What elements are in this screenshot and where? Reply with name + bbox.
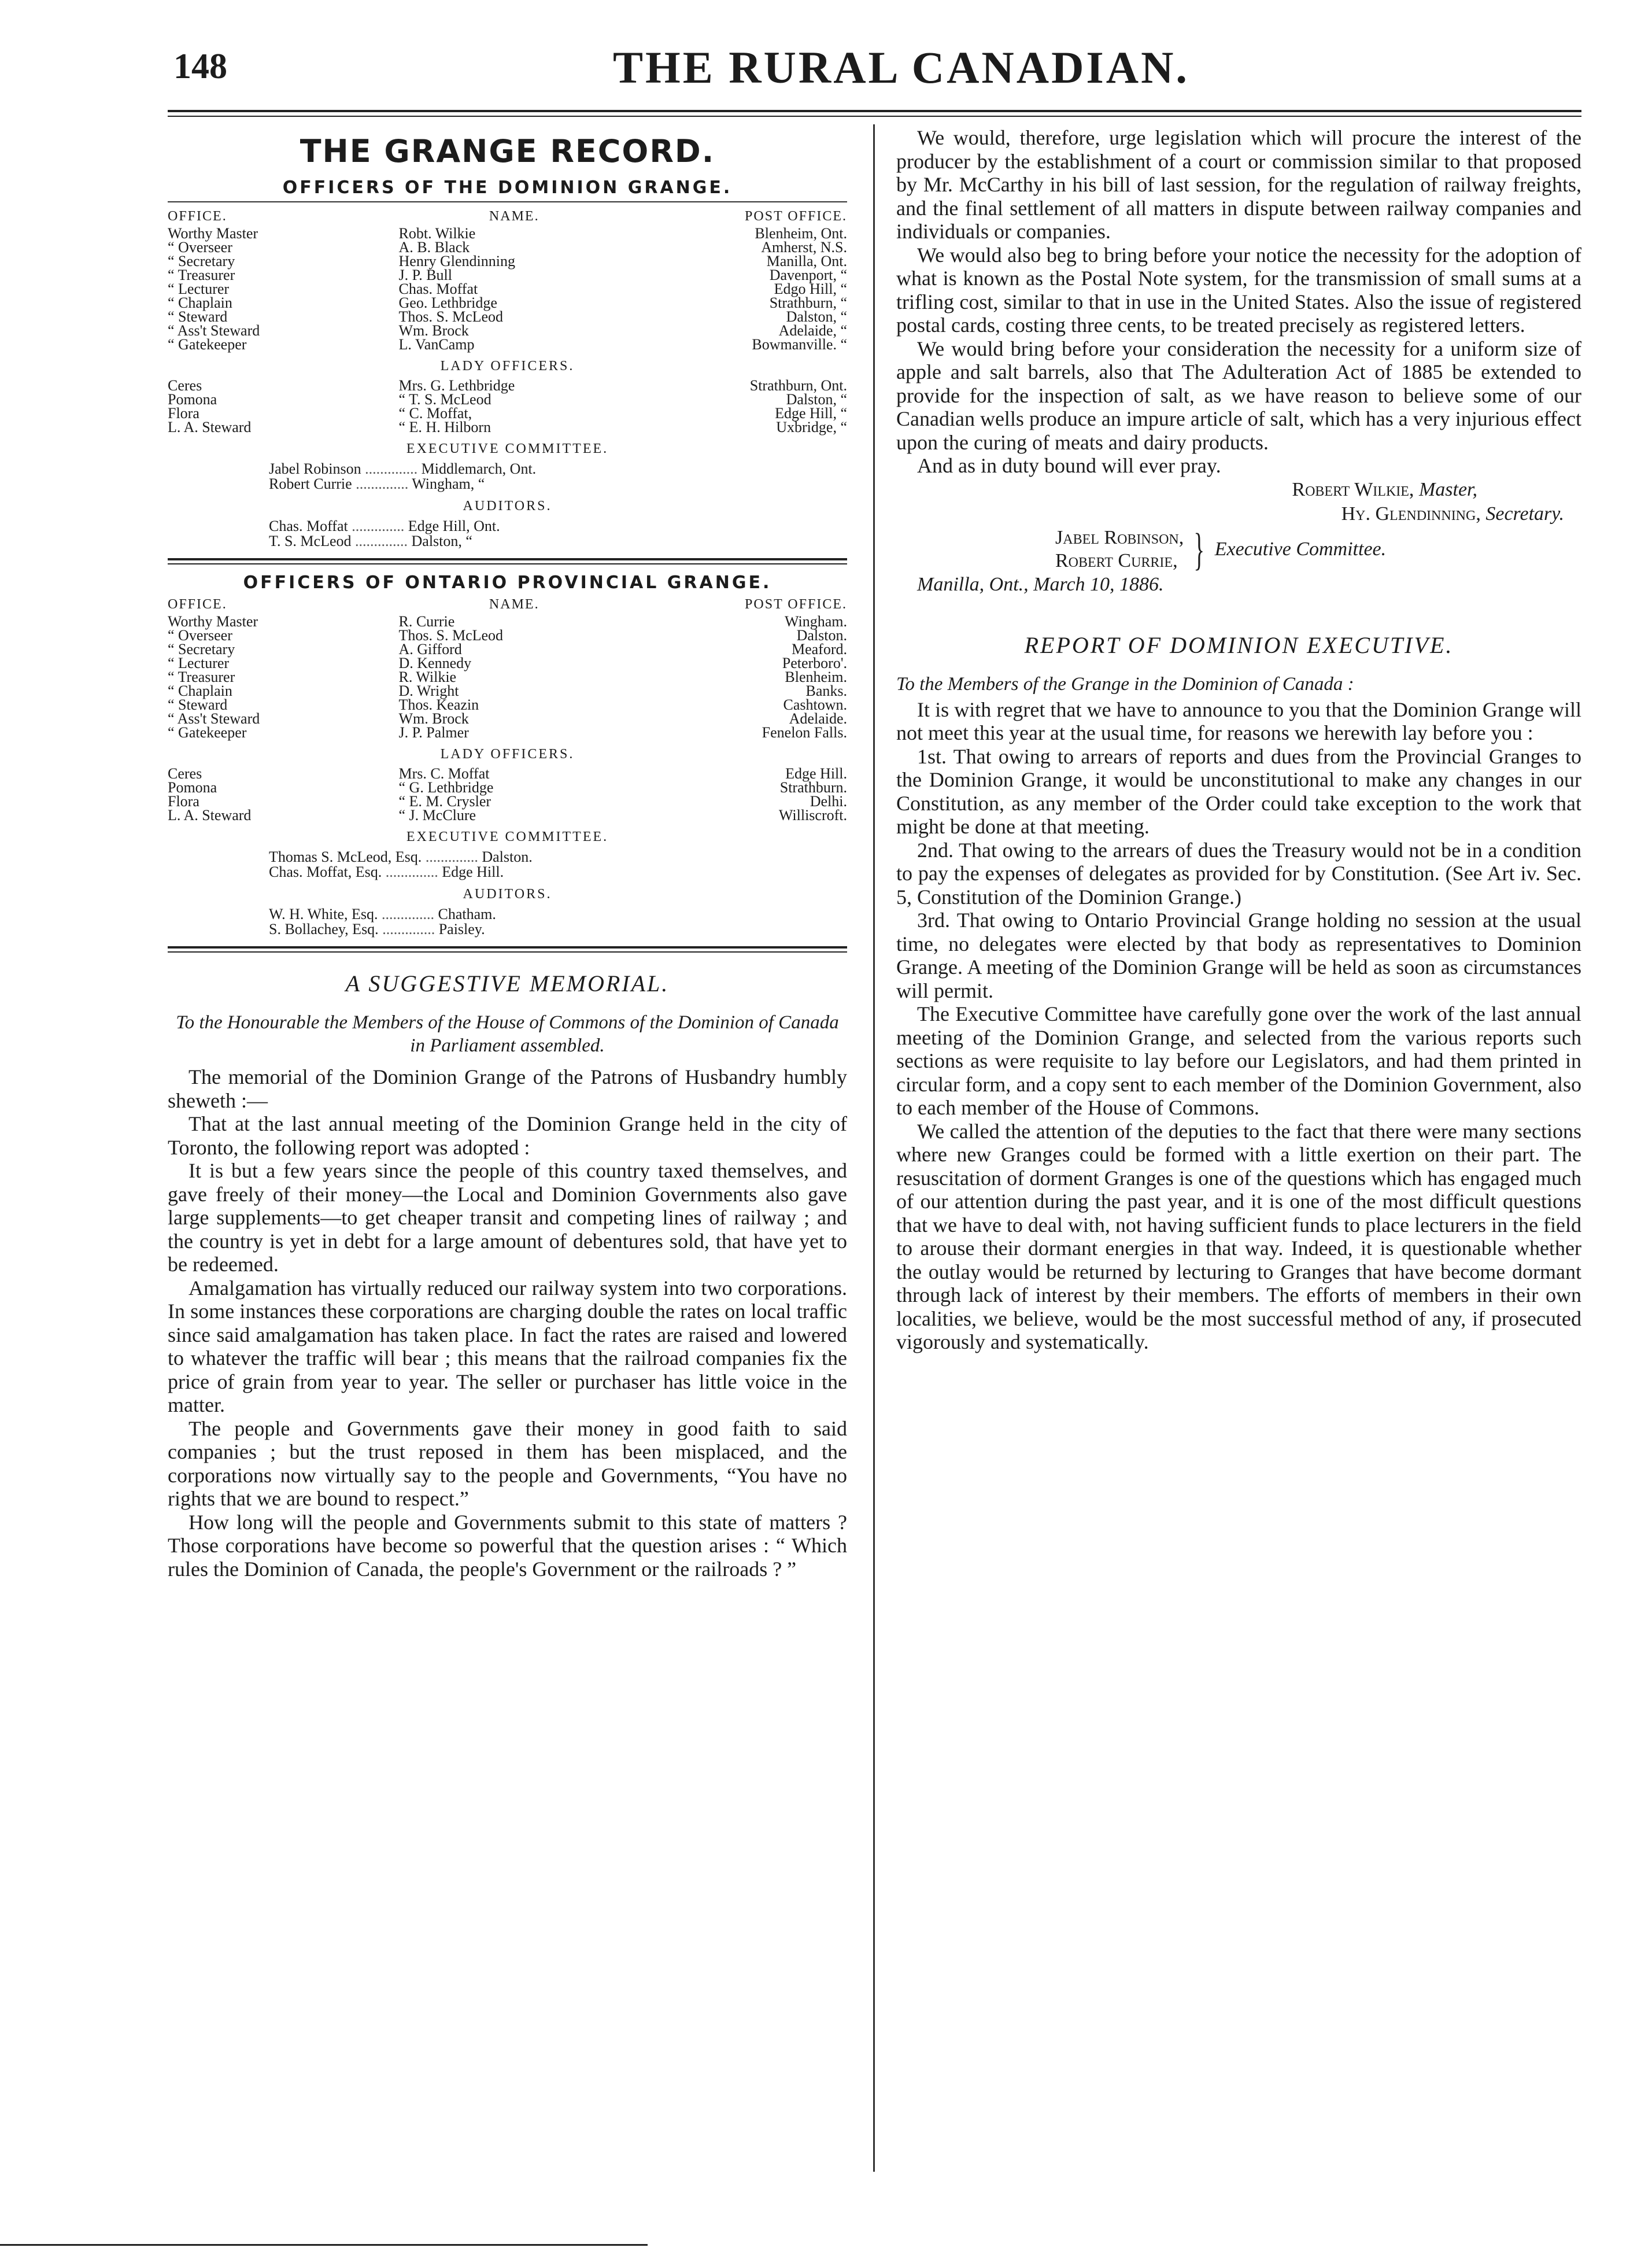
ontario-auditors-list	[168, 907, 847, 937]
report-address: To the Members of the Grange in the Dominion of Canada :	[896, 673, 1354, 695]
officer-office: “ Overseer	[168, 239, 232, 256]
signer-name: Hy. Glendinning,	[1341, 503, 1481, 525]
officer-office: “ Chaplain	[168, 682, 232, 699]
leader-dots: ..............	[422, 848, 482, 865]
ontario-lady-table	[168, 767, 847, 822]
officer-office: L. A. Steward	[168, 807, 252, 824]
person-post: Chatham.	[438, 906, 496, 922]
leader-dots: ..............	[352, 475, 412, 492]
paragraph: 1st. That owing to arrears of reports and dues from the Provincial Granges to the Dominion Grange, it would be unconstitutional to make any changes in our Constitution, as any member of the Order could take exception to the work that might be done at that meeting.	[896, 744, 1581, 838]
leader-dots: ..............	[351, 533, 412, 549]
officer-office: Ceres	[168, 377, 202, 394]
officer-row	[168, 324, 847, 338]
dominion-officers-rows	[168, 227, 847, 352]
officer-row	[168, 795, 847, 809]
officer-office: “ Ass't Steward	[168, 322, 260, 339]
officer-row	[168, 629, 847, 643]
officer-name: Wm. Brock	[398, 322, 469, 339]
name-post-pair	[269, 865, 847, 880]
dominion-lady-rows	[168, 379, 847, 434]
officer-name: “ J. McClure	[398, 807, 476, 824]
report-body	[896, 698, 1581, 1354]
officer-post: Peterboro'.	[782, 655, 847, 671]
officer-name: D. Kennedy	[398, 655, 472, 671]
ontario-officers-rows	[168, 615, 847, 740]
officer-office: Pomona	[168, 391, 217, 408]
memorial-continued	[896, 126, 1581, 478]
col-post-header: POST OFFICE.	[745, 597, 847, 612]
ontario-officers-heading: OFFICERS OF ONTARIO PROVINCIAL GRANGE.	[243, 573, 772, 593]
officer-office: Ceres	[168, 765, 202, 782]
dominion-officers-heading: OFFICERS OF THE DOMINION GRANGE.	[282, 178, 733, 198]
leader-dots: ..............	[361, 460, 422, 477]
officer-row	[168, 227, 847, 241]
officer-office: “ Gatekeeper	[168, 724, 247, 741]
paragraph: We would also beg to bring before your notice the necessity for the adoption of what is known as the Postal Note system, for the transmission of small sums at a trifling cost, similar to that in use in the United States. Also the issue of registered postal cards, costing three cents, to be treated precisely as registered letters.	[896, 243, 1581, 337]
paragraph: We would bring before your consideration the necessity for a uniform size of apple and salt barrels, also that The Adulteration Act of 1885 be extended to provide for the inspection of salt, as we have reason to believe some of our Canadian wells produce an impure article of salt, which has a very injurious effect upon the curing of meats and dairy products.	[896, 337, 1581, 454]
officer-name: Wm. Brock	[398, 710, 469, 727]
officer-name: J. P. Bull	[398, 267, 452, 283]
person-post: Middlemarch, Ont.	[421, 460, 537, 477]
paragraph: We called the attention of the deputies to the fact that there were many sections where new Granges could be formed with a little exertion on their part. The resuscitation of dorment Granges is one of the questions which has engaged much of our attention during the past year, and it is one of the most difficult questions that we have to deal with, not having sufficient funds to place lecturers in the field to arouse their dormant energies in that way. Indeed, it is questionable whether the outlay would be returned by lecturing to Granges that have become dormant through lack of interest by their members. The efforts of members in their own localities, we believe, would be the most successful method of any, if prosecuted vigorously and systematically.	[896, 1119, 1581, 1353]
ontario-lady-rows	[168, 767, 847, 822]
signature-line	[896, 478, 1581, 502]
officer-office: Worthy Master	[168, 225, 258, 242]
person-name: Chas. Moffat	[269, 518, 348, 534]
officer-office: “ Lecturer	[168, 655, 230, 671]
officer-post: Meaford.	[791, 641, 847, 658]
officer-row	[168, 767, 847, 781]
officer-name: “ G. Lethbridge	[398, 779, 494, 796]
signer-role: Master,	[1418, 478, 1477, 500]
dominion-lady-table	[168, 379, 847, 434]
officer-office: “ Secretary	[168, 253, 235, 270]
name-post-pair	[269, 519, 847, 534]
officer-post: Strathburn, “	[769, 294, 847, 311]
paragraph: How long will the people and Governments submit to this state of matters ? Those corporations have become so powerful that the question arises : “ Which rules the Dominion of Canada, the people's Government or the railroads ? ”	[168, 1510, 847, 1581]
officer-office: Pomona	[168, 779, 217, 796]
paragraph: The people and Governments gave their money in good faith to said companies ; but the trust reposed in them has been misplaced, and the corporations now virtually say to the people and Governments, “You have no rights that we are bound to respect.”	[168, 1416, 847, 1510]
exec-role: Executive Committee.	[1214, 538, 1387, 560]
ontario-lady-heading: LADY OFFICERS.	[440, 747, 575, 762]
officer-row	[168, 420, 847, 434]
memorial-address: To the Honourable the Members of the House of Commons of the Dominion of Canada in Parliament assembled.	[176, 1012, 839, 1056]
officer-name: Thos. S. McLeod	[398, 627, 504, 644]
officer-office: “ Ass't Steward	[168, 710, 260, 727]
name-post-pair	[269, 907, 847, 922]
memorial-body	[168, 1065, 847, 1581]
officer-post: Wingham.	[785, 613, 847, 630]
officer-office: “ Secretary	[168, 641, 235, 658]
officer-row	[168, 379, 847, 393]
memorial-signatures	[896, 478, 1581, 526]
page-number: 148	[173, 47, 227, 86]
footer-rule	[0, 2244, 648, 2246]
person-post: Edge Hill.	[442, 863, 504, 880]
officer-post: Blenheim.	[785, 669, 847, 685]
officer-name: “ E. H. Hilborn	[398, 419, 491, 436]
leader-dots: ..............	[348, 518, 408, 534]
officer-post: Edge Hill.	[785, 765, 847, 782]
memorial-title: A SUGGESTIVE MEMORIAL.	[345, 970, 670, 997]
person-post: Dalston.	[482, 848, 533, 865]
paragraph: The Executive Committee have carefully gone over the work of the last annual meeting of the Dominion Grange, and selected from the various reports such sections as were requisite to lay before our Legislators, and had them printed in circular form, and a copy sent to each member of the Dominion Government, also to each member of the House of Commons.	[896, 1002, 1581, 1119]
col-name-header: NAME.	[489, 209, 539, 224]
name-post-pair	[269, 534, 847, 549]
person-name: Jabel Robinson	[269, 460, 361, 477]
paragraph: It is but a few years since the people of this country taxed themselves, and gave freely of their money—the Local and Dominion Governments also gave large supplements—to get cheaper transit and competing lines of railway ; and the country is yet in debt for a large amount of debentures sold, that have yet to be redeemed.	[168, 1159, 847, 1276]
officer-post: Fenelon Falls.	[762, 724, 847, 741]
col-office-header: OFFICE.	[168, 597, 227, 612]
person-post: Dalston, “	[411, 533, 472, 549]
brace-glyph: }	[1193, 523, 1205, 574]
officer-name: L. VanCamp	[398, 336, 475, 353]
officer-post: Strathburn, Ont.	[749, 377, 847, 394]
officer-post: Amherst, N.S.	[761, 239, 847, 256]
officer-row	[168, 296, 847, 310]
officer-row	[168, 407, 847, 420]
leader-dots: ..............	[382, 863, 442, 880]
ontario-exec-heading: EXECUTIVE COMMITTEE.	[406, 829, 609, 844]
officer-row	[168, 670, 847, 684]
officer-row	[168, 615, 847, 629]
person-name: S. Bollachey, Esq.	[269, 921, 379, 938]
dominion-auditors-list	[168, 519, 847, 549]
name-post-pair	[269, 922, 847, 937]
dominion-officers-table	[168, 208, 847, 352]
officer-name: R. Currie	[398, 613, 455, 630]
name-post-pair	[269, 850, 847, 865]
officer-row	[168, 656, 847, 670]
paragraph: And as in duty bound will ever pray.	[917, 454, 1221, 477]
officer-name: Thos. S. McLeod	[398, 308, 504, 325]
divider	[168, 201, 847, 202]
officer-post: Adelaide.	[789, 710, 847, 727]
officer-name: R. Wilkie	[398, 669, 457, 685]
officer-name: Mrs. C. Moffat	[398, 765, 490, 782]
person-name: Robert Currie	[269, 475, 352, 492]
officer-row	[168, 726, 847, 740]
officer-name: “ C. Moffat,	[398, 405, 472, 422]
officer-name: Thos. Keazin	[398, 696, 479, 713]
officer-row	[168, 282, 847, 296]
officer-row	[168, 268, 847, 282]
officer-row	[168, 643, 847, 656]
left-column	[168, 127, 847, 1581]
person-name: T. S. McLeod	[269, 533, 352, 549]
name-post-pair	[269, 477, 847, 492]
officer-post: Williscroft.	[778, 807, 847, 824]
exec-name: Jabel Robinson,	[1055, 526, 1184, 548]
officer-row	[168, 254, 847, 268]
officer-post: Adelaide, “	[778, 322, 847, 339]
leader-dots: ..............	[378, 921, 439, 938]
col-post-header: POST OFFICE.	[745, 209, 847, 224]
person-name: Chas. Moffat, Esq.	[269, 863, 382, 880]
officer-office: Worthy Master	[168, 613, 258, 630]
officer-row	[168, 310, 847, 324]
right-column	[896, 126, 1581, 1354]
section-divider	[168, 558, 847, 564]
paragraph: Amalgamation has virtually reduced our railway system into two corporations. In some instances these corporations are charging double the rates on local traffic since said amalgamation has taken place. In fact the rates are raised and lowered to whatever the traffic will bear ; this means that the railroad companies fix the price of grain from year to year. The seller or purchaser has little voice in the matter.	[168, 1276, 847, 1416]
executive-committee-signature	[1055, 523, 1581, 574]
header-rule-bottom	[168, 116, 1581, 117]
signer-name: Robert Wilkie,	[1292, 478, 1414, 500]
officer-post: Dalston.	[796, 627, 847, 644]
officer-office: Flora	[168, 793, 199, 810]
officer-name: “ T. S. McLeod	[398, 391, 491, 408]
officer-name: Henry Glendinning	[398, 253, 515, 270]
person-post: Paisley.	[438, 921, 485, 938]
officer-post: Uxbridge, “	[776, 419, 847, 436]
signer-role: Secretary.	[1485, 503, 1564, 525]
officer-post: Dalston, “	[786, 391, 847, 408]
officer-name: A. Gifford	[398, 641, 462, 658]
officer-row	[168, 338, 847, 352]
ontario-officers-table	[168, 596, 847, 740]
col-name-header: NAME.	[489, 597, 539, 612]
exec-name: Robert Currie,	[1055, 549, 1178, 571]
ontario-auditors-heading: AUDITORS.	[463, 887, 552, 902]
person-post: Wingham, “	[412, 475, 485, 492]
paragraph: The memorial of the Dominion Grange of the Patrons of Husbandry humbly sheweth :—	[168, 1065, 847, 1112]
dominion-exec-list	[168, 462, 847, 492]
officer-office: Flora	[168, 405, 199, 422]
officer-post: Edge Hill, “	[775, 405, 847, 422]
ontario-exec-list	[168, 850, 847, 880]
officer-post: Delhi.	[810, 793, 847, 810]
section-divider	[168, 946, 847, 953]
person-name: W. H. White, Esq.	[269, 906, 378, 922]
officer-post: Blenheim, Ont.	[755, 225, 847, 242]
officer-row	[168, 712, 847, 726]
person-name: Thomas S. McLeod, Esq.	[269, 848, 422, 865]
col-office-header: OFFICE.	[168, 209, 227, 224]
officer-post: Edgo Hill, “	[774, 281, 847, 297]
officer-office: “ Treasurer	[168, 267, 235, 283]
officer-office: “ Steward	[168, 696, 228, 713]
name-post-pair	[269, 462, 847, 477]
memorial-dateline: Manilla, Ont., March 10, 1886.	[917, 573, 1164, 595]
officer-post: Cashtown.	[783, 696, 847, 713]
paragraph: 2nd. That owing to the arrears of dues the Treasury would not be in a condition to pay the expenses of delegates as provided for by Constitution. (See Art iv. Sec. 5, Constitution of the Dominion Grange.)	[896, 838, 1581, 909]
column-divider	[873, 124, 875, 2172]
officer-name: Geo. Lethbridge	[398, 294, 497, 311]
grange-record-title: THE GRANGE RECORD.	[300, 133, 715, 169]
officer-post: Bowmanville. “	[752, 336, 847, 353]
officer-row	[168, 809, 847, 822]
officer-office: “ Overseer	[168, 627, 232, 644]
paragraph: That at the last annual meeting of the Dominion Grange held in the city of Toronto, the following report was adopted :	[168, 1112, 847, 1159]
officer-row	[168, 781, 847, 795]
leader-dots: ..............	[378, 906, 438, 922]
officer-office: “ Lecturer	[168, 281, 230, 297]
officer-name: Robt. Wilkie	[398, 225, 476, 242]
officer-office: “ Chaplain	[168, 294, 232, 311]
officer-office: “ Treasurer	[168, 669, 235, 685]
dominion-lady-heading: LADY OFFICERS.	[440, 359, 575, 374]
officer-office: “ Gatekeeper	[168, 336, 247, 353]
officer-name: Chas. Moffat	[398, 281, 478, 297]
officer-office: “ Steward	[168, 308, 228, 325]
officer-name: “ E. M. Crysler	[398, 793, 491, 810]
dominion-auditors-heading: AUDITORS.	[463, 499, 552, 514]
dominion-exec-heading: EXECUTIVE COMMITTEE.	[406, 441, 609, 456]
officer-row	[168, 393, 847, 407]
masthead: THE RURAL CANADIAN.	[613, 42, 1189, 93]
header-rule-top	[168, 110, 1581, 112]
officer-name: Mrs. G. Lethbridge	[398, 377, 515, 394]
officer-post: Davenport, “	[769, 267, 847, 283]
exec-names	[1055, 526, 1184, 573]
officer-post: Dalston, “	[786, 308, 847, 325]
officer-post: Strathburn.	[779, 779, 847, 796]
officer-name: A. B. Black	[398, 239, 470, 256]
paragraph: 3rd. That owing to Ontario Provincial Grange holding no session at the usual time, no delegates were elected by that body as representatives to Dominion Grange. A meeting of the Dominion Grange will be held as soon as circumstances will permit.	[896, 909, 1581, 1002]
officer-post: Banks.	[805, 682, 847, 699]
officer-row	[168, 684, 847, 698]
report-title: REPORT OF DOMINION EXECUTIVE.	[1024, 632, 1454, 658]
person-post: Edge Hill, Ont.	[408, 518, 500, 534]
officer-name: J. P. Palmer	[398, 724, 469, 741]
paragraph: It is with regret that we have to announce to you that the Dominion Grange will not meet this year at the usual time, for reasons we herewith lay before you :	[896, 697, 1581, 744]
officer-post: Manilla, Ont.	[766, 253, 847, 270]
signature-line	[896, 502, 1581, 526]
officer-office: L. A. Steward	[168, 419, 252, 436]
officer-row	[168, 698, 847, 712]
officer-name: D. Wright	[398, 682, 459, 699]
paragraph: We would, therefore, urge legislation which will procure the interest of the producer by the establishment of a court or commission similar to that proposed by Mr. McCarthy in his bill of last session, for the regulation of railway freights, and the final settlement of all matters in dispute between railway companies and individuals or companies.	[896, 126, 1581, 243]
